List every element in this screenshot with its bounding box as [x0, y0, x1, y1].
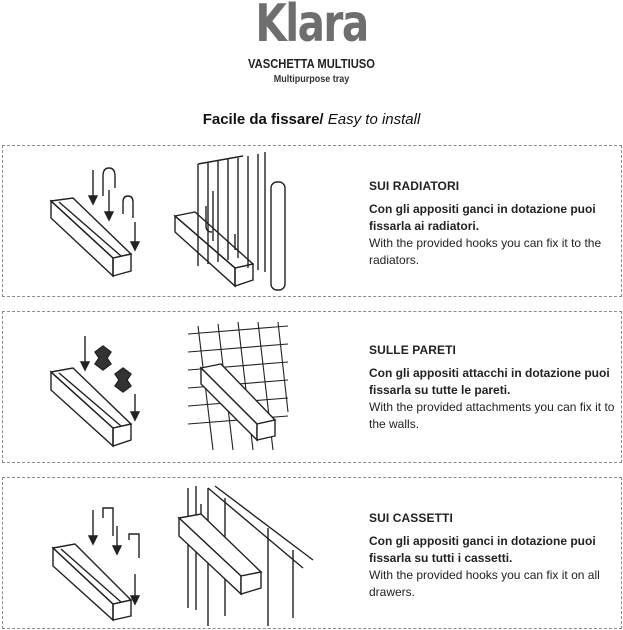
tray-icon — [51, 198, 131, 276]
hook-icon — [89, 508, 139, 604]
install-heading — [0, 111, 623, 128]
radiators-text-it: Con gli appositi ganci in dotazione puoi fissarla ai radiatori. — [369, 202, 596, 233]
mounted-tray-icon — [179, 504, 261, 594]
walls-title: SULLE PARETI — [369, 343, 456, 357]
section-walls — [2, 311, 622, 463]
product-subtitle-en: Multipurpose tray — [273, 74, 350, 85]
drawers-title: SUI CASSETTI — [369, 511, 453, 525]
radiator-icon — [198, 152, 285, 290]
drawers-text — [369, 510, 619, 601]
radiators-text-en: With the provided hooks you can fix it to the radiators. — [369, 236, 602, 267]
radiators-text — [369, 178, 619, 269]
drawers-text-it: Con gli appositi ganci in dotazione puoi fissarla su tutti i cassetti. — [369, 534, 596, 565]
drawers-text-en: With the provided hooks you can fix it on all drawers. — [369, 568, 600, 599]
product-subtitle: VASCHETTA MULTIUSO — [248, 56, 375, 71]
brand-logo: Klara — [255, 0, 368, 54]
radiators-title: SUI RADIATORI — [369, 179, 460, 193]
mounted-tray-icon — [175, 206, 253, 286]
install-heading-it: Facile da fissare/ — [202, 111, 324, 128]
walls-text-en: With the provided attachments you can fix it to the walls. — [369, 400, 615, 431]
walls-text-it: Con gli appositi attacchi in dotazione puoi fissarla su tutte le pareti. — [369, 366, 610, 397]
section-drawers — [2, 477, 622, 629]
install-heading-en: Easy to install — [323, 111, 421, 128]
section-radiators — [2, 145, 622, 297]
walls-text — [369, 342, 619, 433]
tray-icon — [53, 544, 131, 620]
